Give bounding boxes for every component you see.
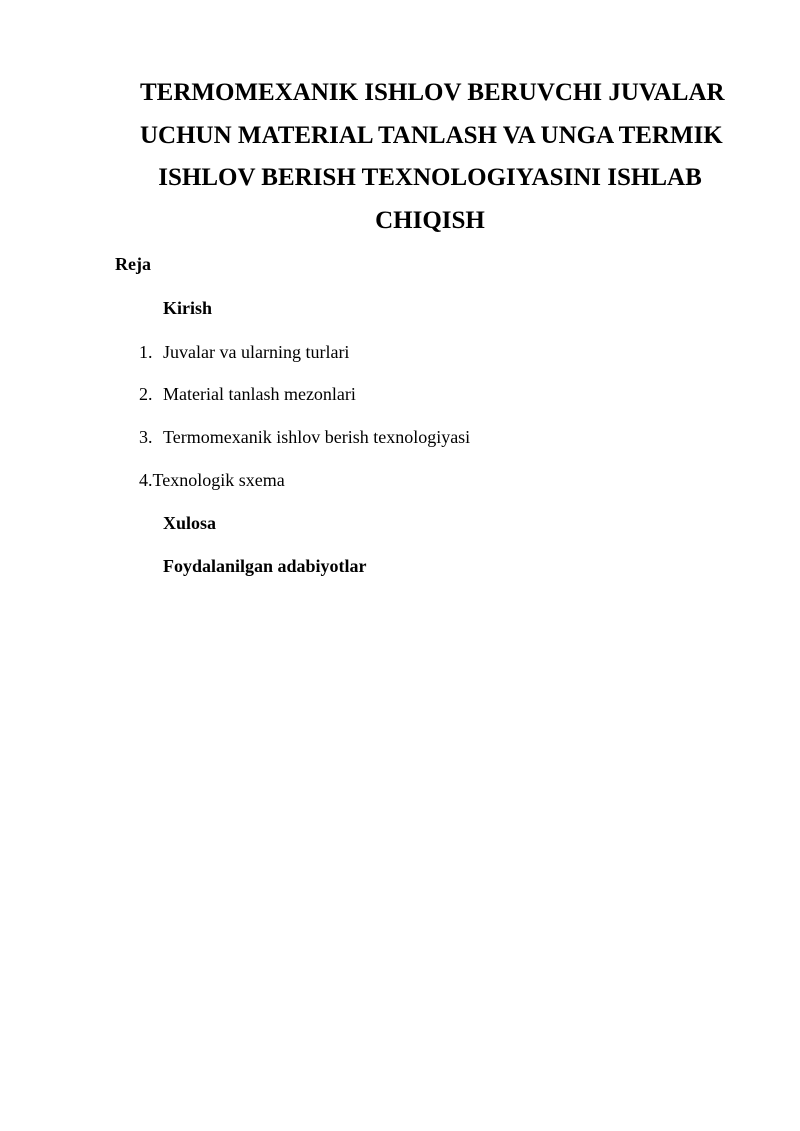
title-line-4: CHIQISH	[375, 206, 485, 234]
plan-item-intro: Kirish	[163, 298, 213, 318]
plan-heading: Reja	[115, 254, 151, 274]
plan-item-3	[139, 426, 470, 448]
plan-item-conclusion: Xulosa	[163, 513, 217, 533]
title-line-2: UCHUN MATERIAL TANLASH VA UNGA TERMIK	[140, 121, 723, 149]
plan-item-number: 1.	[139, 342, 153, 362]
plan-item-number: 3.	[139, 427, 153, 447]
plan-item-4	[139, 469, 285, 491]
document-title	[140, 72, 725, 242]
plan-item-number: 4.	[139, 470, 153, 490]
plan-item-text: Texnologik sxema	[152, 470, 285, 490]
plan-item-text: Juvalar va ularning turlari	[163, 342, 350, 362]
title-line-1: TERMOMEXANIK ISHLOV BERUVCHI JUVALAR	[140, 79, 725, 106]
plan-item-number: 2.	[139, 384, 153, 404]
plan-item-1	[139, 341, 349, 363]
plan-item-text: Material tanlash mezonlari	[163, 384, 356, 404]
plan-item-2	[139, 383, 356, 405]
plan-item-text: Termomexanik ishlov berish texnologiyasi	[163, 427, 471, 447]
plan-item-references: Foydalanilgan adabiyotlar	[163, 556, 367, 576]
title-line-3: ISHLOV BERISH TEXNOLOGIYASINI ISHLAB	[158, 164, 702, 191]
